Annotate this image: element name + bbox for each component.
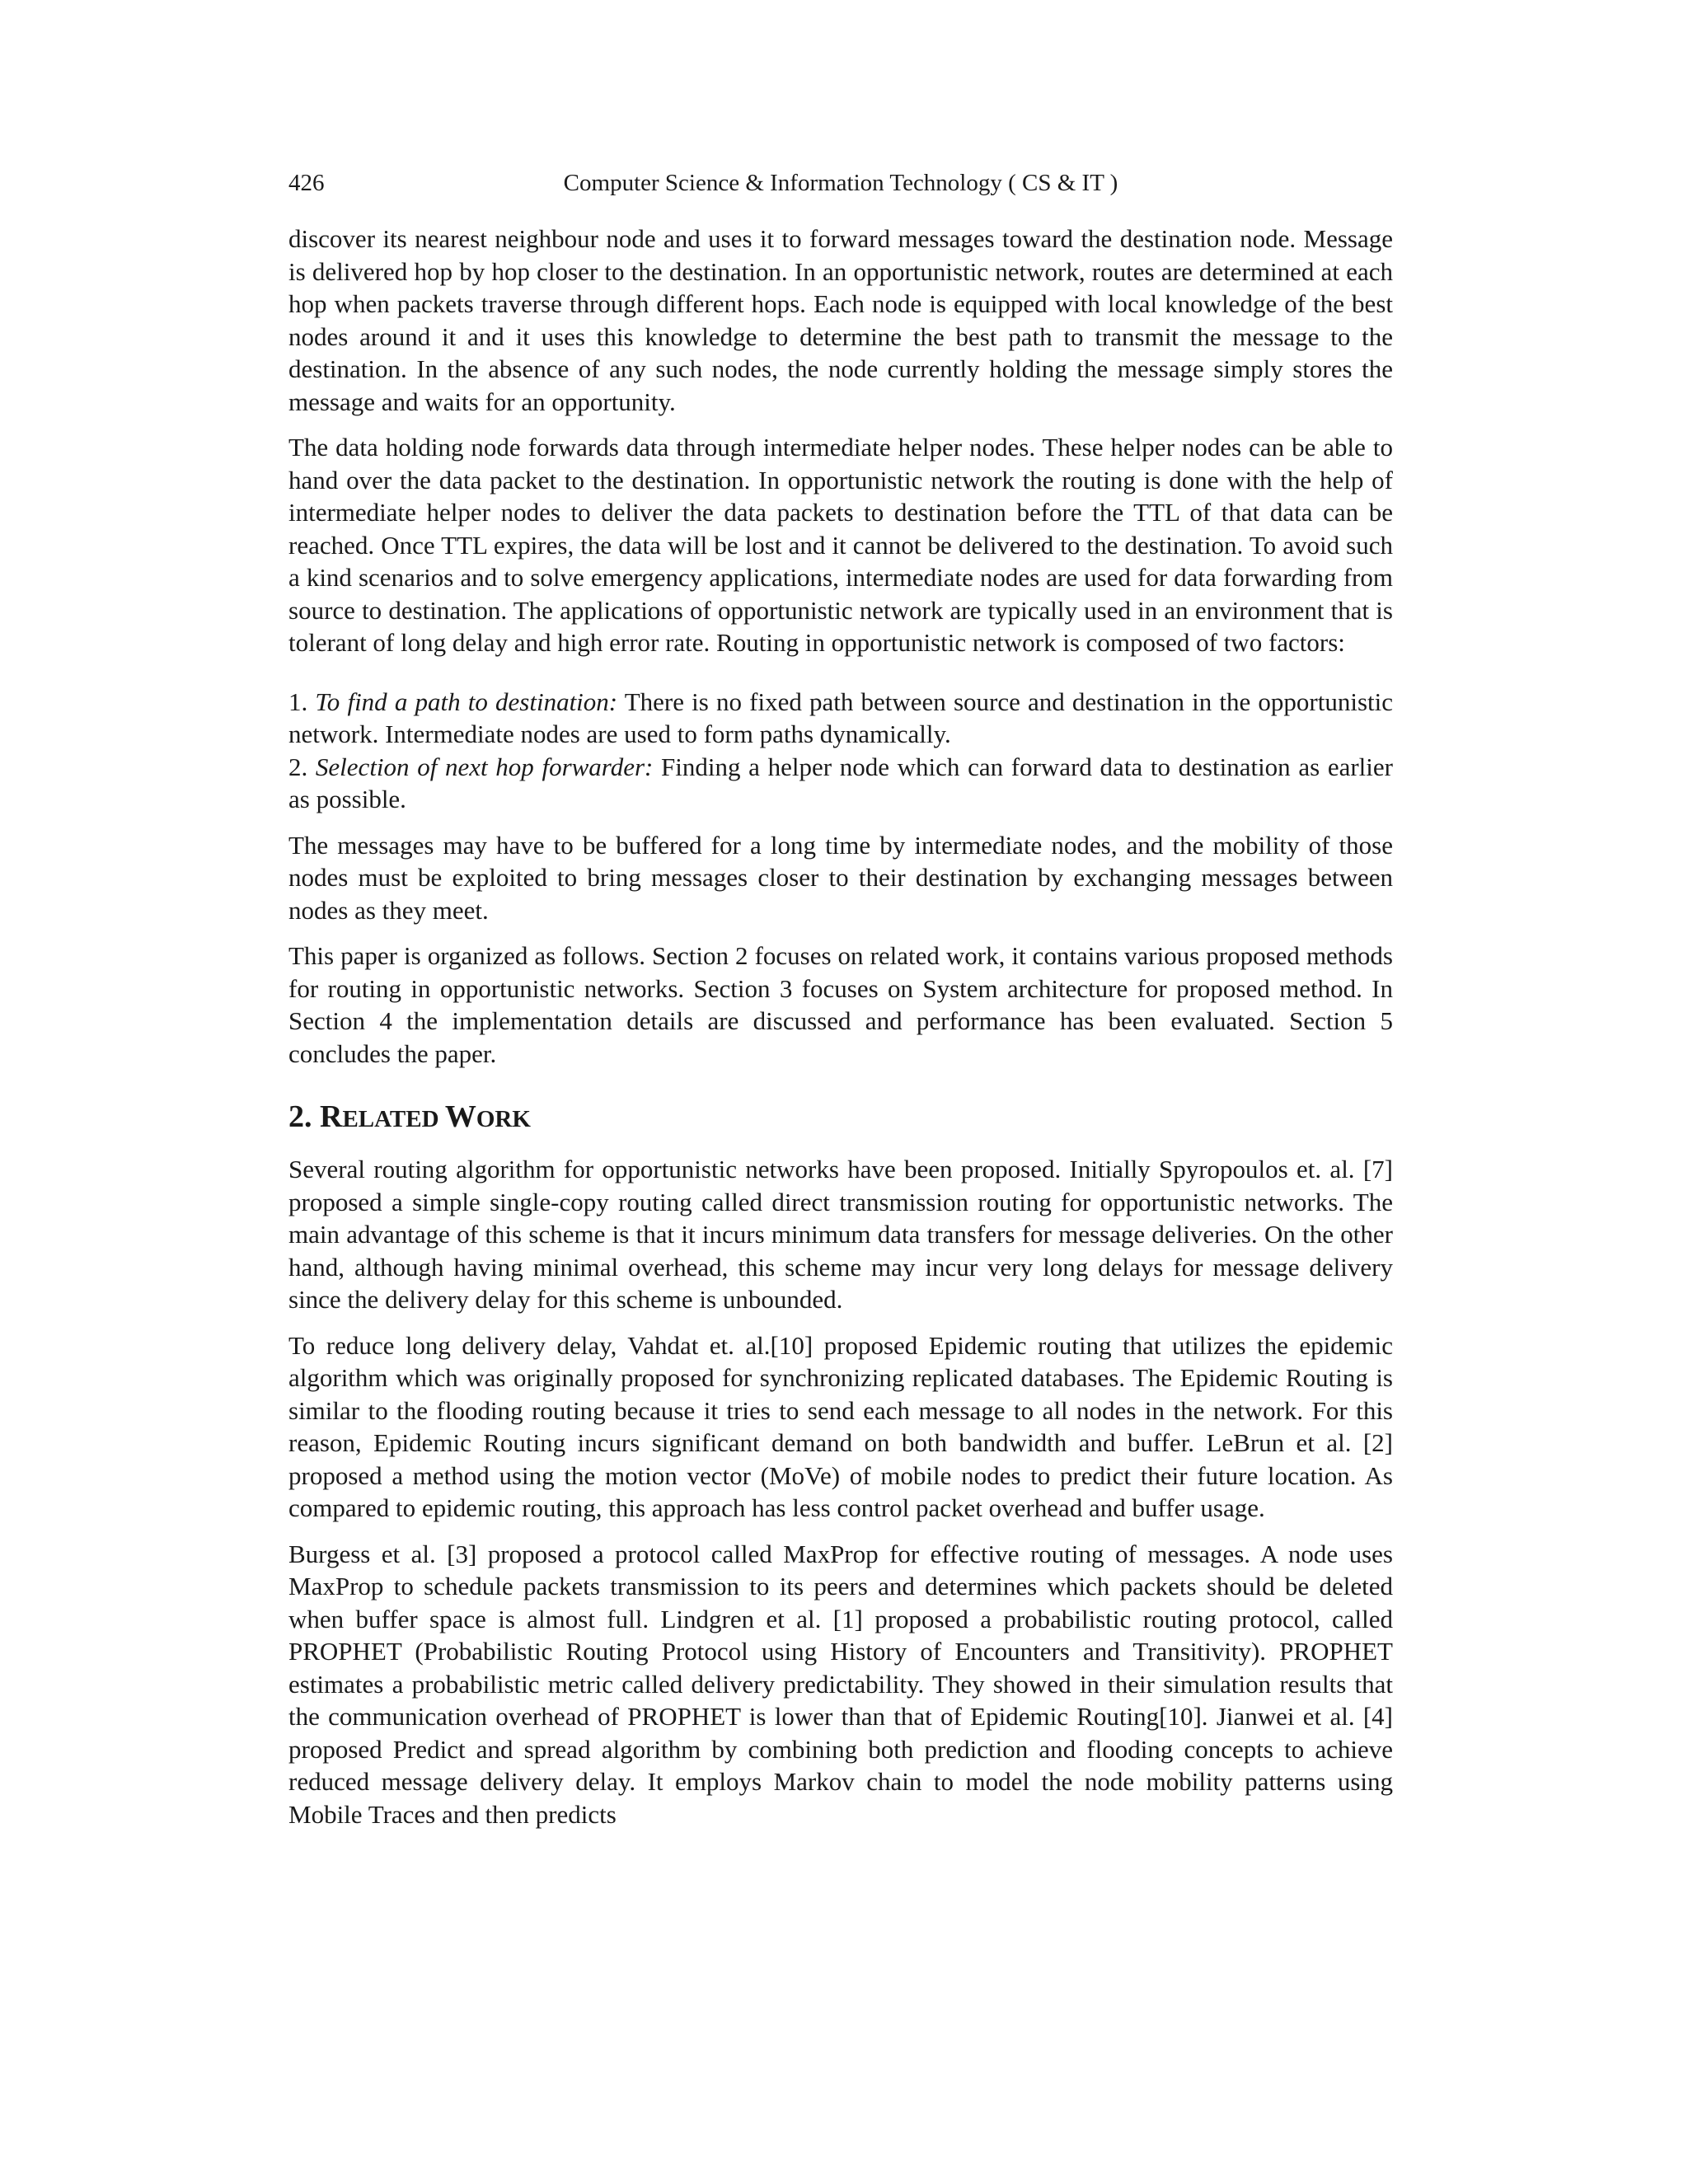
list-item bbox=[288, 751, 1393, 816]
list-item-number: 2. bbox=[288, 752, 316, 781]
paragraph: The data holding node forwards data through intermediate helper nodes. These helper nodes can be able to hand over the data packet to the destination. In opportunistic network the routing is done with the help of intermediate helper nodes to deliver the data packets to destination before the TTL of that data can be reached. Once TTL expires, the data will be lost and it cannot be delivered to the destination. To avoid such a kind scenarios and to solve emergency applications, intermediate nodes are used for data forwarding from source to destination. The applications of opportunistic network are typically used in an environment that is tolerant of long delay and high error rate. Routing in opportunistic network is composed of two factors: bbox=[288, 433, 1393, 657]
running-header bbox=[288, 165, 1393, 201]
paragraph: discover its nearest neighbour node and uses it to forward messages toward the destination node. Message is delivered hop by hop closer to the destination. In an opportunistic network, routes are determined at each hop when packets traverse through different hops. Each node is equipped with local knowledge of the best nodes around it and it uses this knowledge to determine the best path to transmit the message to the destination. In the absence of any such nodes, the node currently holding the message simply stores the message and waits for an opportunity. bbox=[288, 224, 1393, 416]
paragraph: Several routing algorithm for opportunistic networks have been proposed. Initially Spyropoulos et. al. [7] proposed a simple single-copy routing called direct transmission routing for opportunistic networks. The main advantage of this scheme is that it incurs minimum data transfers for message deliveries. On the other hand, although having minimal overhead, this scheme may incur very long delays for message delivery since the delivery delay for this scheme is unbounded. bbox=[288, 1155, 1393, 1314]
section-heading bbox=[288, 1098, 1393, 1138]
paragraph: This paper is organized as follows. Section 2 focuses on related work, it contains various proposed methods for routing in opportunistic networks. Section 3 focuses on System architecture for proposed method. In Section 4 the implementation details are discussed and performance has been evaluated. Section 5 concludes the paper. bbox=[288, 941, 1393, 1068]
list-item-text: Finding a helper node which can forward data to destination as earlier as possible. bbox=[288, 752, 1393, 813]
paragraph: The messages may have to be buffered for a long time by intermediate nodes, and the mobility of those nodes must be exploited to bring messages closer to their destination by exchanging messages between nodes as they meet. bbox=[288, 830, 1393, 925]
list-item-number: 1. bbox=[288, 687, 316, 716]
section-title-part: ELATED bbox=[342, 1106, 445, 1132]
section-title-initial: W bbox=[444, 1099, 476, 1134]
section-number: 2. bbox=[288, 1099, 320, 1134]
paragraph: Burgess et al. [3] proposed a protocol called MaxProp for effective routing of messages. A node uses MaxProp to schedule packets transmission to its peers and determines which packets should be deleted when buffer space is almost full. Lindgren et al. [1] proposed a probabilistic routing protocol, called PROPHET (Probabilistic Routing Protocol using History of Encounters and Transitivity). PROPHET estimates a probabilistic metric called delivery predictability. They showed in their simulation results that the communication overhead of PROPHET is lower than that of Epidemic Routing[10]. Jianwei et al. [4] proposed Predict and spread algorithm by combining both prediction and flooding concepts to achieve reduced message delivery delay. It employs Markov chain to model the node mobility patterns using Mobile Traces and then predicts bbox=[288, 1539, 1393, 1829]
list-item-text: There is no fixed path between source and destination in the opportunistic network. Intermediate nodes are used to form paths dynamically. bbox=[288, 687, 1393, 748]
section-title-initial: R bbox=[320, 1099, 343, 1134]
paragraph: To reduce long delivery delay, Vahdat et. al.[10] proposed Epidemic routing that utilizes the epidemic algorithm which was originally proposed for synchronizing replicated databases. The Epidemic Routing is similar to the flooding routing because it tries to send each message to all nodes in the network. For this reason, Epidemic Routing incurs significant demand on both bandwidth and buffer. LeBrun et al. [2] proposed a method using the motion vector (MoVe) of mobile nodes to predict their future location. As compared to epidemic routing, this approach has less control packet overhead and buffer usage. bbox=[288, 1330, 1393, 1522]
list-item bbox=[288, 686, 1393, 751]
paper-page bbox=[288, 165, 1393, 1844]
page-number: 426 bbox=[288, 170, 325, 196]
list-item-title: Selection of next hop forwarder: bbox=[315, 752, 654, 781]
body-text bbox=[288, 223, 1393, 1830]
section-title-part: ORK bbox=[476, 1106, 531, 1132]
list-item-title: To find a path to destination: bbox=[315, 687, 618, 716]
numbered-list bbox=[288, 686, 1393, 816]
journal-name: Computer Science & Information Technology ( CS & IT ) bbox=[563, 170, 1118, 196]
